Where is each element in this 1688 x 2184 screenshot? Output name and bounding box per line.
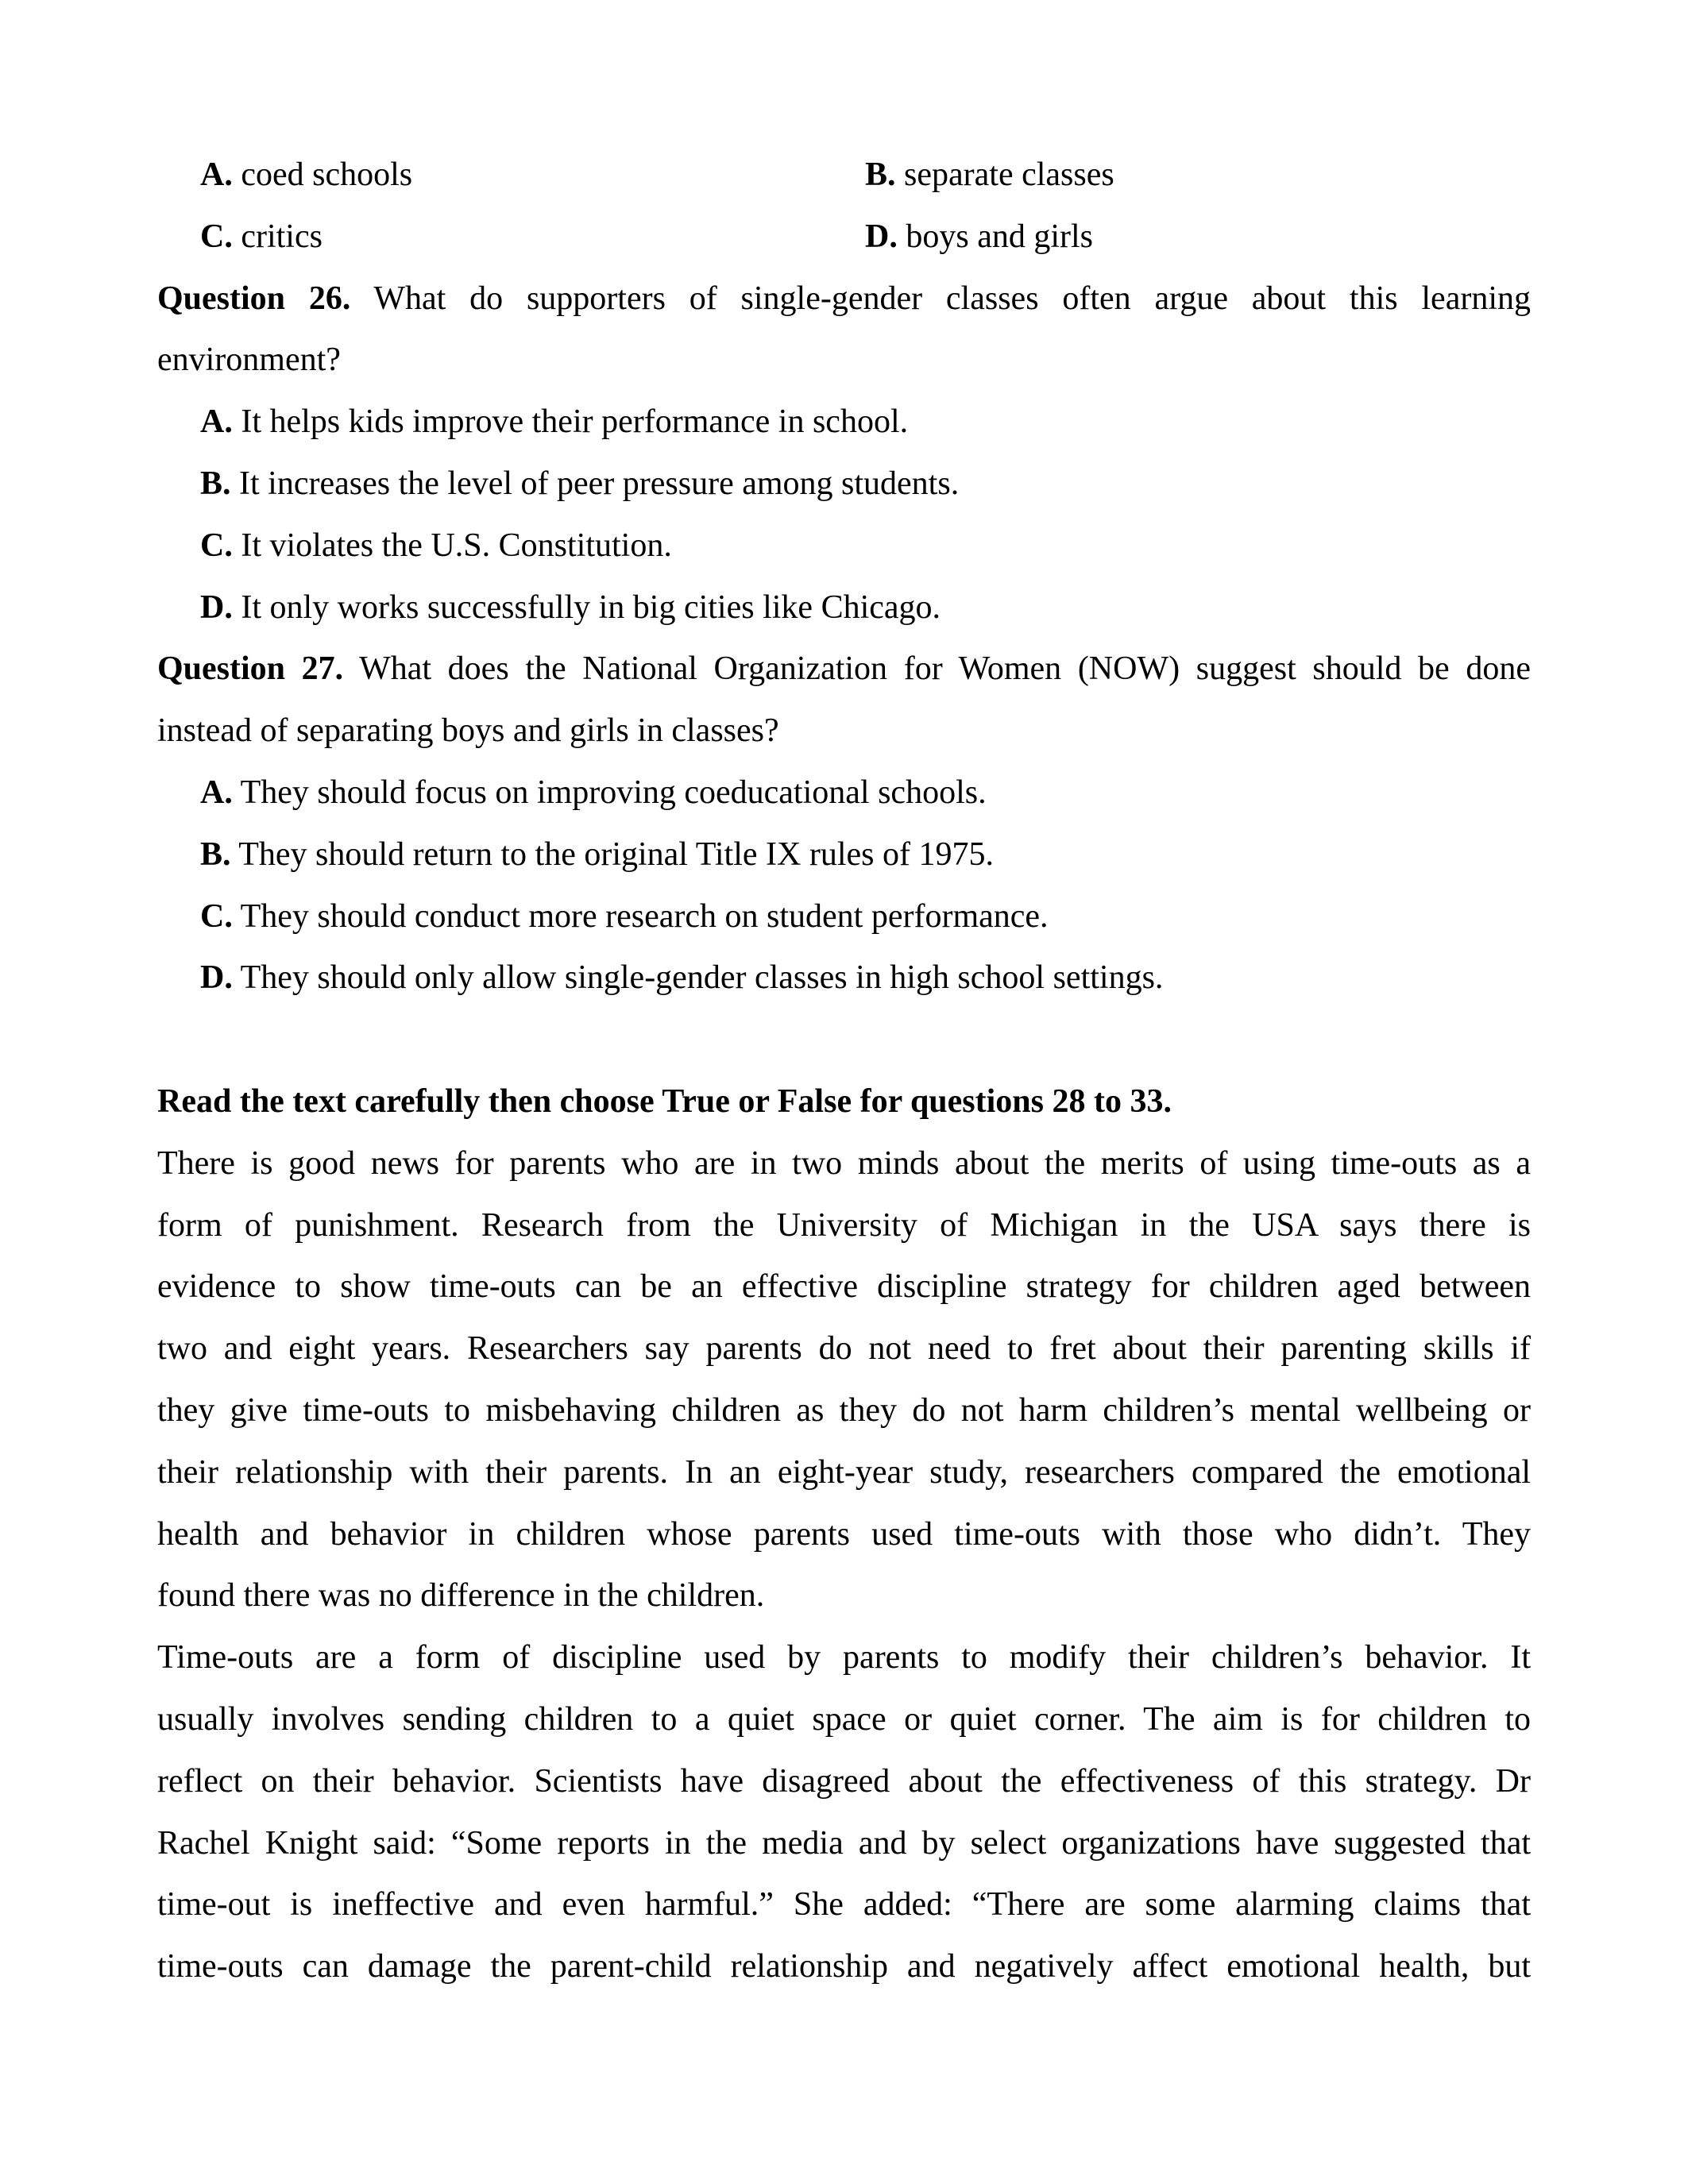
q27-option-b <box>157 824 1531 886</box>
option-letter: B. <box>200 465 231 502</box>
reading-paragraph-2 <box>157 1627 1531 1998</box>
option-letter: A. <box>200 403 233 441</box>
option-letter: D. <box>200 959 233 997</box>
q26-option-a <box>157 392 1531 453</box>
option-text: They should only allow single-gender classes in high school settings. <box>232 959 1164 997</box>
option-letter: C. <box>200 897 233 935</box>
paragraph-line: found there was no difference in the children. <box>157 1577 765 1615</box>
q27-option-c <box>157 886 1531 948</box>
option-text: It only works successfully in big cities like Chicago. <box>232 588 941 626</box>
option-text: coed schools <box>232 156 413 193</box>
option-text: boys and girls <box>897 218 1093 255</box>
q27-option-d <box>157 947 1531 1009</box>
paragraph-line: time-out is ineffective and even harmful.” She added: “There are some alarming claims that <box>157 1886 1531 1924</box>
paragraph-line: time-outs can damage the parent-child relationship and negatively affect emotional health, but <box>157 1948 1531 1985</box>
question-label: Question 27. <box>157 650 344 688</box>
document-page <box>157 145 1531 1998</box>
option-text: critics <box>232 218 323 255</box>
question-stem-line <box>157 639 1531 700</box>
q25-options-row-1 <box>157 145 1531 206</box>
paragraph-line: form of punishment. Research from the University of Michigan in the USA says there is <box>157 1206 1531 1244</box>
q25-option-a <box>200 145 865 206</box>
q25-options-row-2 <box>157 206 1531 268</box>
option-text: They should conduct more research on student performance. <box>232 897 1049 935</box>
option-letter: A. <box>200 774 233 811</box>
stem-text: What do supporters of single-gender classes often argue about this learning <box>350 280 1531 317</box>
paragraph-line: they give time-outs to misbehaving children as they do not harm children’s mental wellbeing or <box>157 1391 1531 1429</box>
q25-option-d <box>865 206 1093 268</box>
option-text: It violates the U.S. Constitution. <box>232 527 672 564</box>
paragraph-line: their relationship with their parents. In an eight-year study, researchers compared the emotional <box>157 1453 1531 1491</box>
q25-option-c <box>200 206 865 268</box>
q26-option-d <box>157 577 1531 639</box>
question-stem-line <box>157 268 1531 330</box>
option-letter: C. <box>200 527 233 564</box>
blank-line <box>157 1009 1531 1071</box>
option-letter: A. <box>200 156 233 193</box>
option-text: It helps kids improve their performance in school. <box>232 403 909 441</box>
paragraph-line: reflect on their behavior. Scientists have disagreed about the effectiveness of this strategy. Dr <box>157 1762 1531 1800</box>
question-label: Question 26. <box>157 280 351 317</box>
option-letter: B. <box>865 156 896 193</box>
q26-option-b <box>157 453 1531 515</box>
option-letter: C. <box>200 218 233 255</box>
question-stem-line <box>157 700 1531 762</box>
question-27 <box>157 639 1531 1009</box>
question-26 <box>157 268 1531 639</box>
option-text: separate classes <box>895 156 1114 193</box>
option-letter: D. <box>865 218 898 255</box>
reading-section <box>157 1071 1531 1998</box>
q25-option-b <box>865 145 1114 206</box>
paragraph-line: Time-outs are a form of discipline used by parents to modify their children’s behavior. It <box>157 1639 1531 1677</box>
stem-text: What does the National Organization for Women (NOW) suggest should be done <box>343 650 1531 688</box>
q26-option-c <box>157 515 1531 577</box>
question-stem-line <box>157 330 1531 392</box>
option-text: They should return to the original Title IX rules of 1975. <box>230 835 994 873</box>
reading-instruction: Read the text carefully then choose True or False for questions 28 to 33. <box>157 1082 1172 1120</box>
option-text: They should focus on improving coeducational schools. <box>232 774 987 811</box>
stem-text: instead of separating boys and girls in classes? <box>157 712 779 750</box>
paragraph-line: There is good news for parents who are in two minds about the merits of using time-outs as a <box>157 1144 1531 1182</box>
option-letter: D. <box>200 588 233 626</box>
paragraph-line: two and eight years. Researchers say parents do not need to fret about their parenting skills if <box>157 1330 1531 1368</box>
stem-text: environment? <box>157 341 341 379</box>
paragraph-line: Rachel Knight said: “Some reports in the media and by select organizations have suggested that <box>157 1824 1531 1862</box>
paragraph-line: usually involves sending children to a quiet space or quiet corner. The aim is for children to <box>157 1700 1531 1738</box>
option-letter: B. <box>200 835 231 873</box>
option-text: It increases the level of peer pressure among students. <box>230 465 960 502</box>
reading-paragraph-1 <box>157 1133 1531 1627</box>
q27-option-a <box>157 762 1531 824</box>
paragraph-line: health and behavior in children whose parents used time-outs with those who didn’t. They <box>157 1515 1531 1553</box>
paragraph-line: evidence to show time-outs can be an effective discipline strategy for children aged between <box>157 1268 1531 1306</box>
